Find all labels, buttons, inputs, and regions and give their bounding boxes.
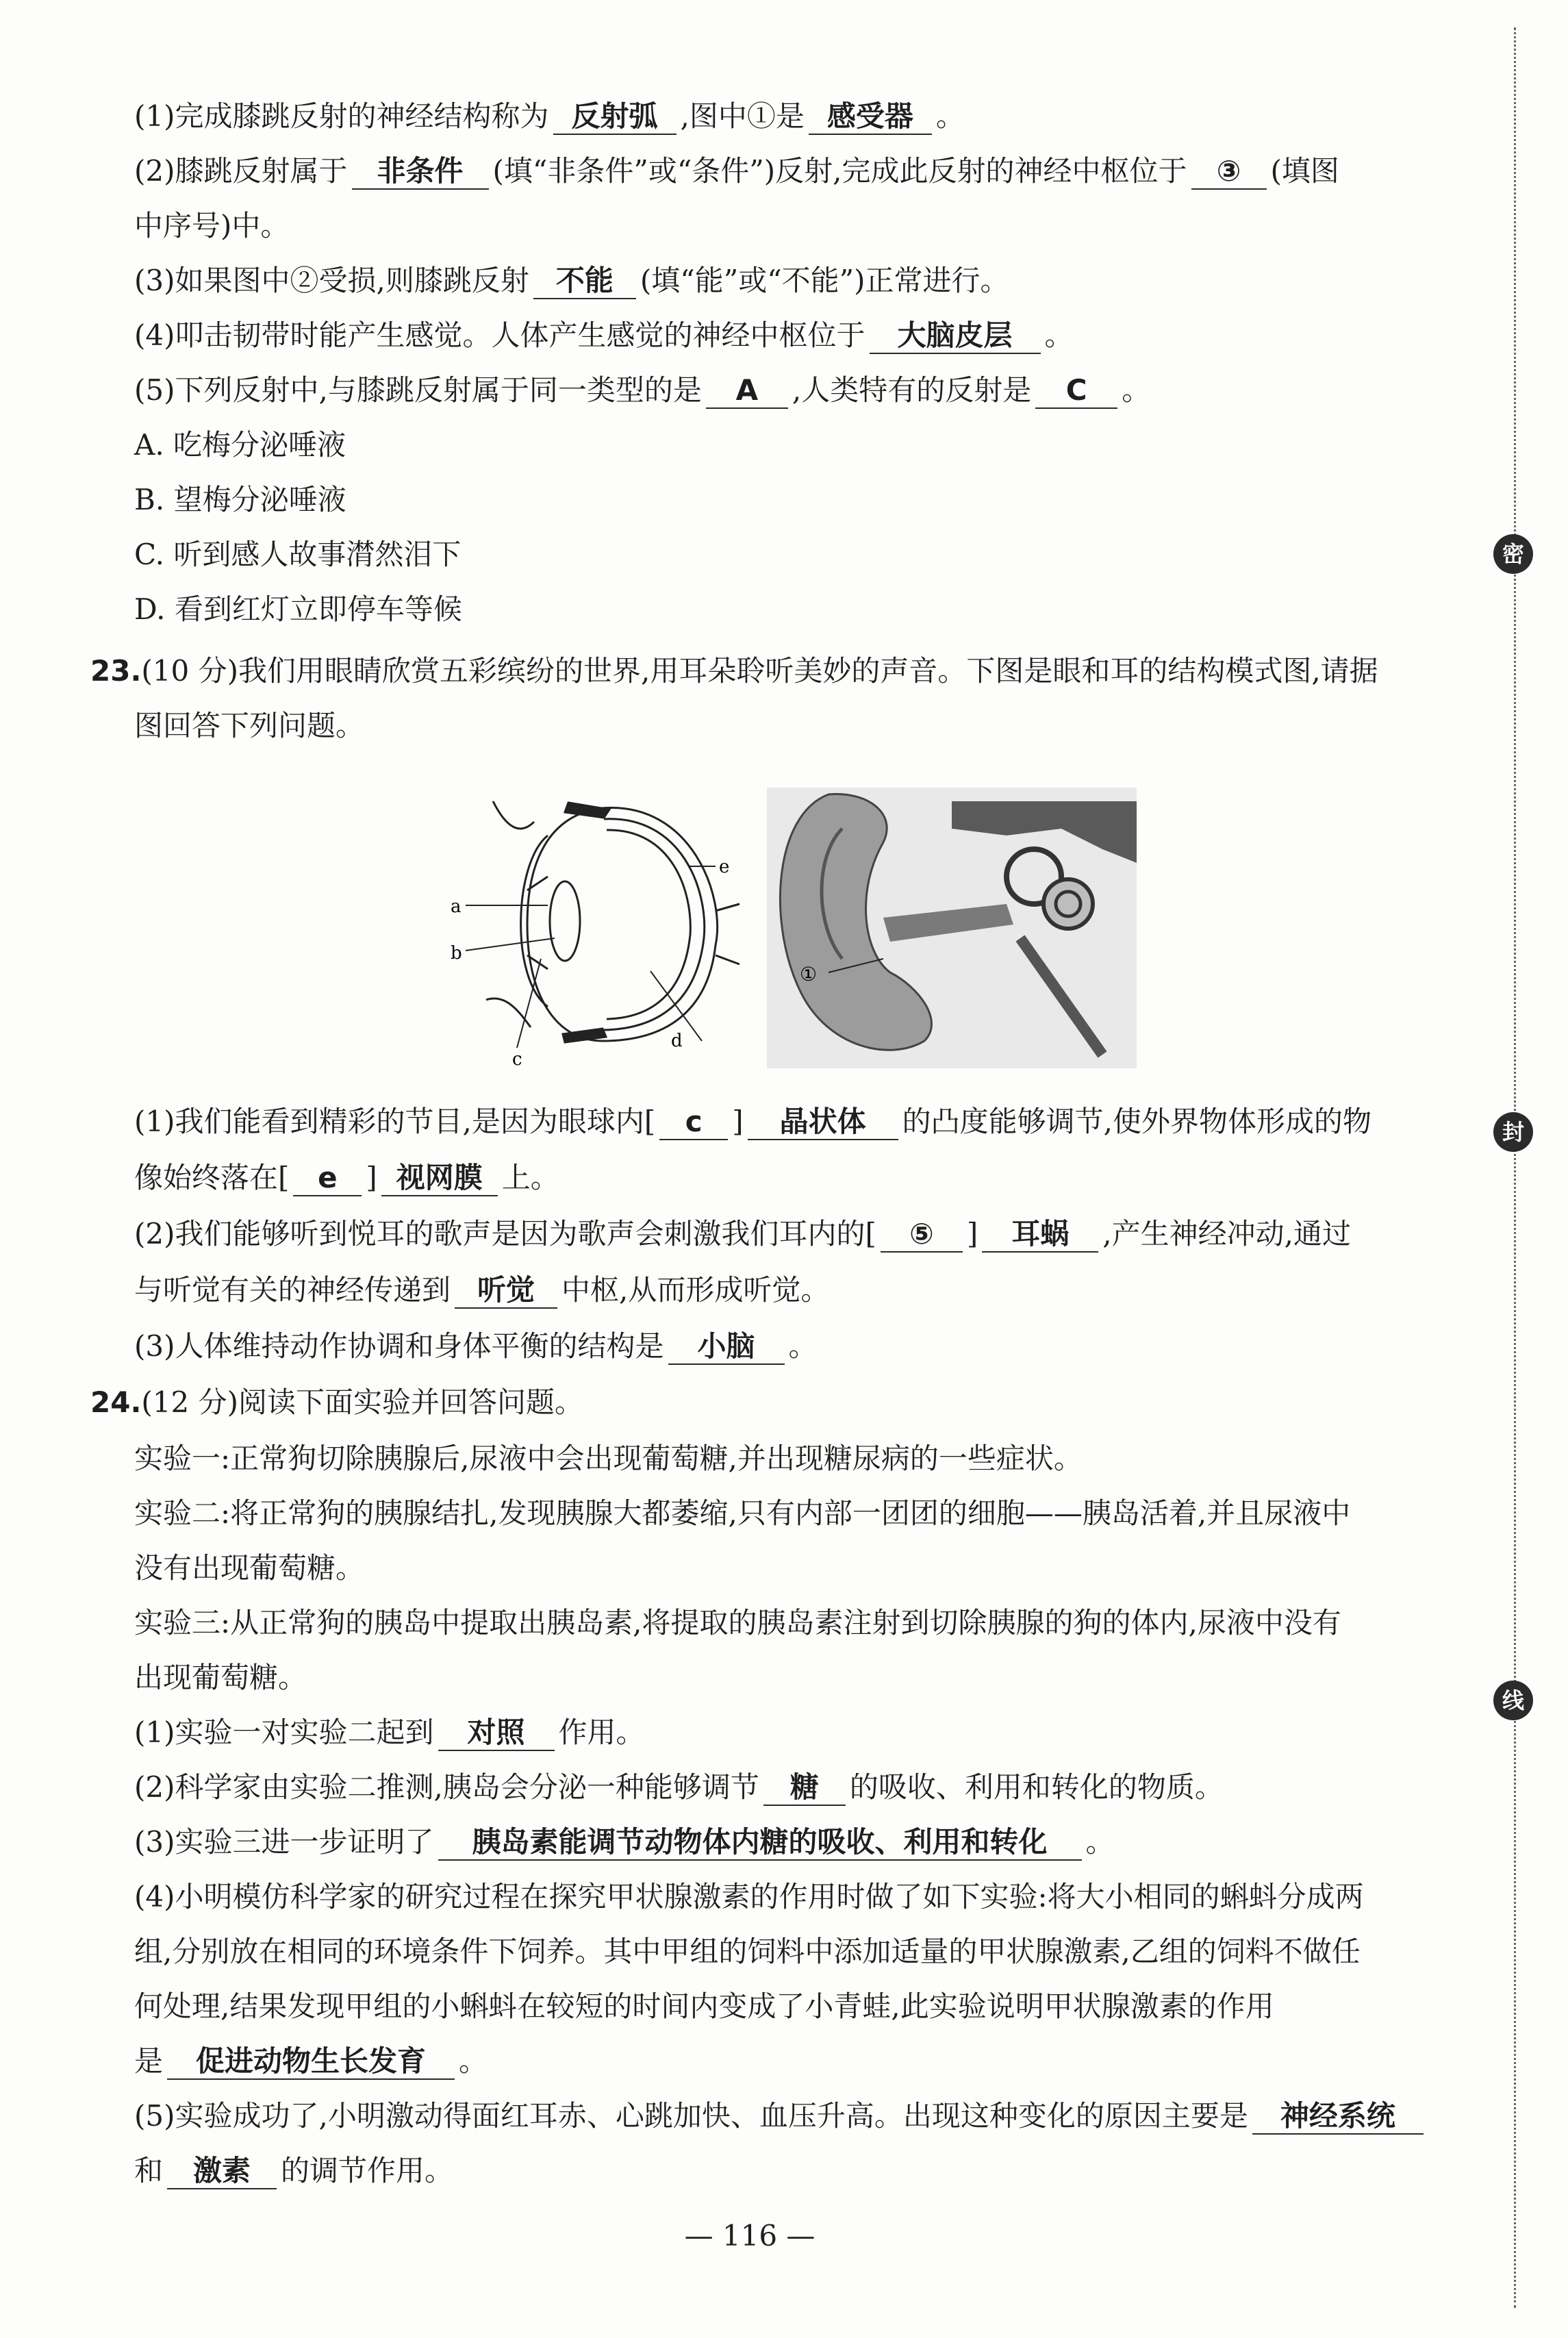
- answer-blank: 耳蜗: [982, 1217, 1098, 1253]
- answer-blank: 小脑: [668, 1329, 785, 1365]
- q24-stem: [90, 1382, 583, 1423]
- q24-line-5: [134, 2096, 1428, 2137]
- text-segment: 的调节作用。: [281, 2154, 454, 2187]
- q24-exp3b: 出现葡萄糖。: [134, 1661, 307, 1694]
- q23-line-2b: [134, 1270, 829, 1311]
- margin-seal-mi: 密: [1493, 534, 1533, 574]
- eye-label-b: b: [451, 943, 462, 964]
- answer-blank: ⑤: [881, 1217, 963, 1253]
- q24-exp1: 实验一:正常狗切除胰腺后,尿液中会出现葡萄糖,并出现糖尿病的一些症状。: [134, 1442, 1083, 1475]
- text-segment: 上。: [501, 1161, 559, 1194]
- text-segment: 像始终落在[: [134, 1161, 290, 1194]
- q23-line-2: [134, 1214, 1351, 1255]
- answer-blank: 反射弧: [553, 99, 676, 135]
- text-segment: (填“非条件”或“条件”)反射,完成此反射的神经中枢位于: [492, 154, 1187, 188]
- q24-line-4a: (4)小明模仿科学家的研究过程在探究甲状腺激素的作用时做了如下实验:将大小相同的蝌蚪分成两: [134, 1880, 1364, 1913]
- eye-diagram: [466, 801, 739, 1048]
- text-segment: (填图: [1270, 154, 1339, 188]
- q24-line-5b: [134, 2150, 453, 2191]
- text-segment: (5)下列反射中,与膝跳反射属于同一类型的是: [134, 373, 702, 407]
- q24-line-4d: [134, 2041, 488, 2082]
- q22-line-4: [134, 315, 1074, 356]
- text-segment: (3)实验三进一步证明了: [134, 1825, 434, 1859]
- answer-blank: 晶状体: [748, 1105, 898, 1140]
- answer-blank: 大脑皮层: [870, 318, 1041, 354]
- answer-blank: 非条件: [352, 154, 489, 190]
- q23-stem: [90, 651, 1378, 692]
- text-segment: ]: [966, 1217, 978, 1250]
- text-segment: (1)完成膝跳反射的神经结构称为: [134, 99, 549, 133]
- ear-diagram: [767, 788, 1137, 1068]
- margin-seal-xian: 线: [1493, 1681, 1533, 1720]
- q24-exp2b: 没有出现葡萄糖。: [134, 1551, 365, 1585]
- page-number: — 116 —: [684, 2219, 815, 2252]
- text-segment: 作用。: [558, 1715, 645, 1749]
- eye-label-e: e: [719, 857, 730, 877]
- text-segment: (5)实验成功了,小明激动得面红耳赤、心跳加快、血压升高。出现这种变化的原因主要是: [134, 2099, 1248, 2133]
- q22-line-1: [134, 96, 965, 137]
- text-segment: 。: [788, 1329, 818, 1363]
- q22-option-d: D. 看到红灯立即停车等候: [134, 592, 462, 626]
- answer-blank: 激素: [167, 2154, 277, 2189]
- eye-label-d: d: [671, 1031, 683, 1051]
- text-segment: ]: [366, 1161, 377, 1194]
- binding-dotted-line: [1514, 27, 1516, 2308]
- q22-option-b: B. 望梅分泌唾液: [134, 483, 346, 516]
- q23-line-1b: [134, 1157, 559, 1198]
- answer-blank: 胰岛素能调节动物体内糖的吸收、利用和转化: [438, 1825, 1082, 1861]
- q24-line-4c: 何处理,结果发现甲组的小蝌蚪在较短的时间内变成了小青蛙,此实验说明甲状腺激素的作用: [134, 1989, 1274, 2023]
- text-segment: (填“能”或“不能”)正常进行。: [640, 264, 1009, 297]
- eye-ear-diagram: [445, 788, 1143, 1068]
- answer-blank: e: [293, 1161, 362, 1196]
- text-segment: (3)如果图中②受损,则膝跳反射: [134, 264, 529, 297]
- answer-blank: 促进动物生长发育: [167, 2044, 455, 2080]
- answer-blank: 不能: [533, 264, 636, 299]
- q23-line-1: [134, 1101, 1371, 1142]
- text-segment: 。: [935, 99, 965, 133]
- text-segment: ,图中①是: [680, 99, 805, 133]
- q24-line-4b: 组,分别放在相同的环境条件下饲养。其中甲组的饲料中添加适量的甲状腺激素,乙组的饲料不做任: [134, 1935, 1361, 1968]
- answer-blank: 对照: [438, 1715, 555, 1751]
- text-segment: (2)膝跳反射属于: [134, 154, 348, 188]
- text-segment: ,产生神经冲动,通过: [1102, 1217, 1351, 1250]
- answer-blank: 神经系统: [1252, 2099, 1424, 2135]
- answer-blank: C: [1035, 373, 1117, 409]
- eye-label-a: a: [451, 896, 461, 917]
- answer-blank: A: [706, 373, 788, 409]
- text-segment: 。: [1044, 318, 1074, 352]
- q24-line-1: [134, 1712, 645, 1753]
- text-segment: ]: [732, 1105, 744, 1138]
- question-number: 23.: [90, 654, 142, 688]
- ear-label-1: ①: [800, 963, 818, 985]
- text-segment: (10 分)我们用眼睛欣赏五彩缤纷的世界,用耳朵聆听美妙的声音。下图是眼和耳的结构模式图,请据: [141, 654, 1378, 688]
- eye-label-c: c: [512, 1049, 522, 1068]
- text-segment: 的吸收、利用和转化的物质。: [849, 1770, 1224, 1804]
- question-number: 24.: [90, 1385, 142, 1419]
- answer-blank: 听觉: [455, 1273, 557, 1309]
- text-segment: (1)我们能看到精彩的节目,是因为眼球内[: [134, 1105, 656, 1138]
- q22-line-3: [134, 260, 1009, 301]
- text-segment: 。: [1122, 373, 1151, 407]
- text-segment: (2)我们能够听到悦耳的歌声是因为歌声会刺激我们耳内的[: [134, 1217, 876, 1250]
- margin-seal-feng: 封: [1493, 1112, 1533, 1152]
- text-segment: 的凸度能够调节,使外界物体形成的物: [902, 1105, 1371, 1138]
- q24-line-3: [134, 1822, 1115, 1863]
- answer-blank: 糖: [763, 1770, 846, 1806]
- q24-line-2: [134, 1767, 1224, 1808]
- text-segment: (4)叩击韧带时能产生感觉。人体产生感觉的神经中枢位于: [134, 318, 865, 352]
- text-segment: (12 分)阅读下面实验并回答问题。: [141, 1385, 583, 1419]
- text-segment: 。: [1085, 1825, 1115, 1859]
- answer-blank: 感受器: [809, 99, 932, 135]
- text-segment: (2)科学家由实验二推测,胰岛会分泌一种能够调节: [134, 1770, 759, 1804]
- answer-blank: ③: [1191, 154, 1267, 190]
- text-segment: 和: [134, 2154, 164, 2187]
- text-segment: (1)实验一对实验二起到: [134, 1715, 434, 1749]
- text-segment: 是: [134, 2044, 164, 2078]
- q24-exp2: 实验二:将正常狗的胰腺结扎,发现胰腺大都萎缩,只有内部一团团的细胞——胰岛活着,并且尿液中: [134, 1496, 1351, 1530]
- text-segment: 与听觉有关的神经传递到: [134, 1273, 451, 1307]
- q23-line-3: [134, 1326, 818, 1367]
- answer-blank: 视网膜: [381, 1161, 498, 1196]
- q22-line-2: [134, 151, 1339, 192]
- q23-stem-2: 图回答下列问题。: [134, 709, 365, 742]
- eye-ear-figure: [445, 788, 1143, 1068]
- text-segment: 中枢,从而形成听觉。: [561, 1273, 830, 1307]
- text-segment: 。: [459, 2044, 488, 2078]
- q22-option-a: A. 吃梅分泌唾液: [134, 428, 346, 462]
- text-segment: (3)人体维持动作协调和身体平衡的结构是: [134, 1329, 664, 1363]
- q24-exp3: 实验三:从正常狗的胰岛中提取出胰岛素,将提取的胰岛素注射到切除胰腺的狗的体内,尿液中没有: [134, 1606, 1341, 1639]
- text-segment: ,人类特有的反射是: [792, 373, 1032, 407]
- q22-line-5: [134, 370, 1150, 411]
- answer-blank: c: [659, 1105, 728, 1140]
- q22-option-c: C. 听到感人故事潸然泪下: [134, 538, 461, 571]
- q22-line-2b: 中序号)中。: [134, 209, 290, 242]
